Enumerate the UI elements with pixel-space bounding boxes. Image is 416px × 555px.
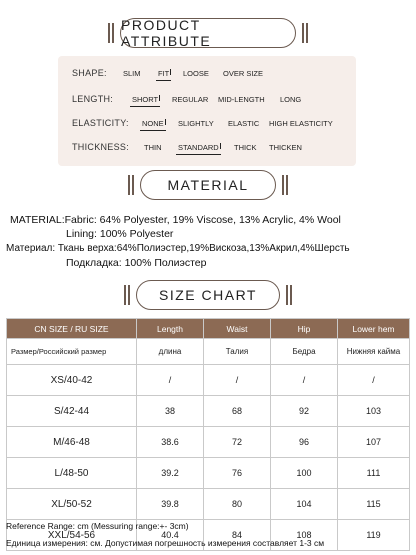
table-row [7, 458, 410, 489]
ru-header-size: Размер/Российский размер [7, 339, 137, 365]
header-right-bar [282, 175, 288, 195]
cell-hip: 108 [271, 520, 338, 551]
attr-option: LONG [280, 94, 302, 104]
attr-option-selected: FIT [158, 68, 170, 78]
material-en-line1: MATERIAL:Fabric: 64% Polyester, 19% Viscose, 13% Acrylic, 4% Wool [10, 214, 341, 226]
header-right-bar [302, 23, 308, 43]
col-header-lower-hem: Lower hem [338, 319, 410, 339]
cell-waist: 80 [204, 489, 271, 520]
material-title: MATERIAL [167, 177, 249, 193]
header-right-bar [286, 285, 292, 305]
attr-option: LOOSE [183, 68, 209, 78]
cell-length: 38.6 [137, 427, 204, 458]
cell-lower-hem: 119 [338, 520, 410, 551]
material-ru-line1: Материал: Ткань верха:64%Полиэстер,19%Вискоза,13%Акрил,4%Шерсть [6, 243, 350, 254]
table-row [7, 427, 410, 458]
size-chart-header [0, 280, 416, 310]
attr-label: THICKNESS: [72, 142, 130, 152]
ru-header-waist: Талия [204, 339, 271, 365]
cell-waist: 68 [204, 396, 271, 427]
attr-option: HIGH ELASTICITY [269, 118, 333, 128]
material-header [0, 170, 416, 200]
attr-label: LENGTH: [72, 94, 114, 104]
reference-range-note: Reference Range: cm (Messuring range:+- 3cm) [6, 521, 189, 531]
attr-option: ELASTIC [228, 118, 260, 128]
cell-lower-hem: 107 [338, 427, 410, 458]
table-row [7, 396, 410, 427]
col-header-hip: Hip [271, 319, 338, 339]
table-row [7, 489, 410, 520]
attr-option: OVER SIZE [223, 68, 264, 78]
header-left-bar [128, 175, 134, 195]
attr-option: REGULAR [172, 94, 209, 104]
col-header-waist: Waist [204, 319, 271, 339]
cell-length: 39.8 [137, 489, 204, 520]
cell-hip: / [271, 365, 338, 396]
cell-length: 39.2 [137, 458, 204, 489]
col-header-length: Length [137, 319, 204, 339]
attribute-panel [58, 56, 356, 166]
header-left-bar [124, 285, 130, 305]
cell-waist: 84 [204, 520, 271, 551]
attr-option-selected: NONE [142, 118, 164, 128]
cell-size: XS/40-42 [7, 365, 137, 396]
cell-hip: 100 [271, 458, 338, 489]
cell-waist: / [204, 365, 271, 396]
product-attribute-header [0, 18, 416, 48]
cell-size: M/46-48 [7, 427, 137, 458]
cell-lower-hem: 115 [338, 489, 410, 520]
cell-hip: 92 [271, 396, 338, 427]
header-pill [140, 170, 276, 200]
cell-length: 38 [137, 396, 204, 427]
attr-option: THICKEN [269, 142, 302, 152]
attr-option: SLIM [123, 68, 141, 78]
attr-label: SHAPE: [72, 68, 107, 78]
ru-header-lower-hem: Нижняя кайма [338, 339, 410, 365]
table-ru-header-row [7, 339, 410, 365]
cell-lower-hem: 103 [338, 396, 410, 427]
attr-option-selected: STANDARD [178, 142, 219, 152]
cell-length: 40.4 [137, 520, 204, 551]
cell-size: XXL/54-56 [7, 520, 137, 551]
size-chart-title: SIZE CHART [159, 287, 257, 303]
cell-size: S/42-44 [7, 396, 137, 427]
table-row [7, 365, 410, 396]
material-ru-line2: Подкладка: 100% Полиэстер [66, 257, 207, 269]
attr-option-selected: SHORT [132, 94, 159, 104]
header-pill [136, 280, 280, 310]
ru-header-hip: Бедра [271, 339, 338, 365]
cell-size: XL/50-52 [7, 489, 137, 520]
size-chart-table [6, 318, 410, 551]
cell-length: / [137, 365, 204, 396]
cell-lower-hem: 111 [338, 458, 410, 489]
header-left-bar [108, 23, 114, 43]
attr-label: ELASTICITY: [72, 118, 129, 128]
cell-waist: 76 [204, 458, 271, 489]
cell-hip: 104 [271, 489, 338, 520]
cell-lower-hem: / [338, 365, 410, 396]
reference-range-note-ru: Единица измерения: см. Допустимая погрешность измерения составляет 1-3 см [6, 538, 325, 548]
header-pill [120, 18, 296, 48]
ru-header-length: длина [137, 339, 204, 365]
col-header-size: CN SIZE / RU SIZE [7, 319, 137, 339]
cell-size: L/48-50 [7, 458, 137, 489]
table-header-row [7, 319, 410, 339]
attr-option: SLIGHTLY [178, 118, 214, 128]
cell-hip: 96 [271, 427, 338, 458]
attr-option: THIN [144, 142, 162, 152]
attr-option: MID-LENGTH [218, 94, 265, 104]
attr-option: THICK [234, 142, 257, 152]
product-attribute-title: PRODUCT ATTRIBUTE [121, 17, 212, 49]
cell-waist: 72 [204, 427, 271, 458]
material-en-line2: Lining: 100% Polyester [66, 228, 174, 240]
